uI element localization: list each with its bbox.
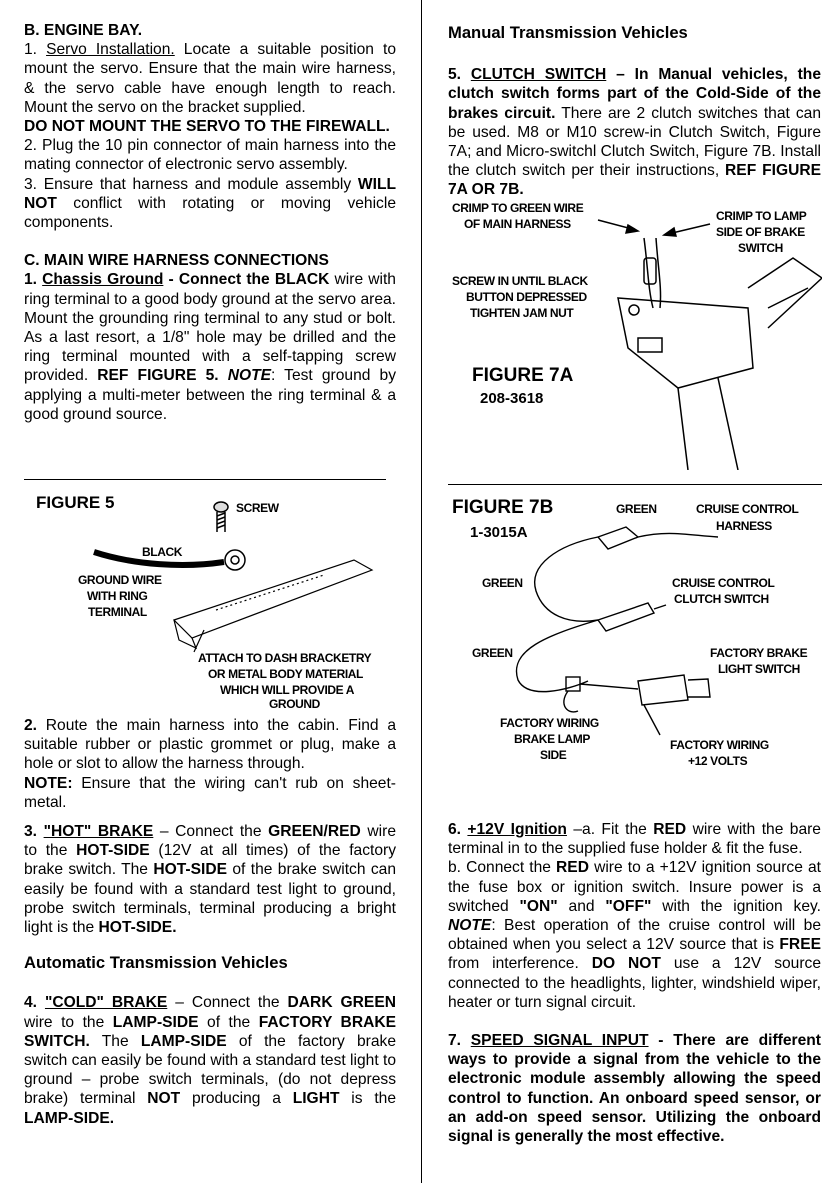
- figure-7a-part: 208-3618: [480, 390, 544, 407]
- green-mid-label: GREEN: [482, 576, 523, 590]
- manual-heading: Manual Transmission Vehicles: [448, 23, 688, 42]
- c6-free: FREE: [779, 936, 821, 954]
- servo-installation-paragraph: [24, 40, 396, 117]
- crimp-lamp-label-1: CRIMP TO LAMP: [716, 209, 807, 223]
- c1-num: 1.: [24, 271, 43, 289]
- c1-note-rest: : Test ground by applying a multi-meter between the ring terminal & a good ground source.: [24, 367, 396, 423]
- harness-heading: C. MAIN WIRE HARNESS CONNECTIONS: [24, 252, 329, 270]
- c3-num: 3.: [24, 823, 44, 841]
- c4-j: NOT: [147, 1090, 181, 1108]
- figure-7a: [448, 198, 822, 470]
- screw-icon: [214, 502, 228, 532]
- c7-num: 7.: [448, 1032, 471, 1050]
- c6-g: from interference.: [448, 955, 592, 973]
- figure-5: [24, 479, 386, 712]
- speed-signal-label: SPEED SIGNAL INPUT: [470, 1032, 649, 1050]
- p1-lead: 1.: [24, 41, 47, 59]
- c3-a: – Connect the: [153, 823, 269, 841]
- c7-a: - There are different ways to provide a signal from the vehicle to the electronic module assembly allowing the speed control to function. An onboard speed sensor, or an add-on speed sensor. Utilizing the onboard signal is generally the most effective.: [448, 1032, 821, 1146]
- c6-num: 6.: [448, 821, 468, 838]
- p3-c: conflict with rotating or moving vehicle components.: [24, 194, 396, 232]
- clutch-label-2: CLUTCH SWITCH: [674, 592, 769, 606]
- cold-brake-paragraph: [24, 993, 396, 1127]
- c6-note: NOTE: [448, 917, 492, 935]
- green-top-label: GREEN: [616, 502, 657, 516]
- ignition-paragraph: [448, 820, 821, 858]
- figure-7b-part: 1-3015A: [470, 524, 528, 541]
- speed-signal-paragraph: [448, 1031, 821, 1146]
- c4-e: of the: [198, 1013, 259, 1031]
- servo-warning: [24, 117, 396, 136]
- c6-e: with the ignition key.: [651, 897, 821, 915]
- engine-bay-heading: B. ENGINE BAY.: [24, 22, 143, 39]
- c4-k: producing a: [180, 1090, 293, 1108]
- figure-5-drawing: [24, 480, 386, 712]
- p3-a: 3. Ensure that harness and module assembly: [24, 175, 358, 193]
- c6-c: b. Connect the: [448, 859, 557, 877]
- c6-d: wire to a +12V ignition source at the fuse box or ignition switch. Insure power is a switched: [448, 859, 821, 915]
- brake-label-2: LIGHT SWITCH: [718, 662, 800, 676]
- c5-rest: There are 2 clutch switches that can be used. M8 or M10 screw-in Clutch Switch, Figure 7A; and Micro-switchl Clutch Switch, Figure 7B. Install the clutch switch per their instructions,: [448, 104, 821, 180]
- green-low-label: GREEN: [472, 646, 513, 660]
- wiring-label-2: BRAKE LAMP: [514, 732, 590, 746]
- screw-in-label-3: TIGHTEN JAM NUT: [470, 306, 574, 320]
- c2-note: NOTE:: [24, 774, 73, 792]
- c4-l: LIGHT: [292, 1090, 340, 1108]
- c4-b: DARK GREEN: [287, 994, 396, 1012]
- c3-b: GREEN/RED: [268, 823, 361, 841]
- harness-label-1: CRUISE CONTROL: [696, 502, 799, 516]
- c4-num: 4.: [24, 994, 45, 1012]
- c6-f: : Best operation of the cruise control will be obtained when you select a 12V source that is: [448, 917, 821, 954]
- c4-g: The: [89, 1032, 141, 1050]
- c3-d: HOT-SIDE: [76, 842, 150, 860]
- figure-5-title: FIGURE 5: [36, 493, 115, 512]
- ground-wire-label-1: GROUND WIRE: [78, 573, 162, 587]
- crimp-lamp-label-3: SWITCH: [738, 241, 783, 255]
- crimp-lamp-label-2: SIDE OF BRAKE: [716, 225, 805, 239]
- c2-num: 2.: [24, 717, 38, 734]
- column-divider: [421, 0, 422, 1183]
- harness-conflict-paragraph: [24, 175, 396, 233]
- c5-ref: REF FIGURE 7A OR 7B.: [448, 162, 821, 199]
- volts-label-1: FACTORY WIRING: [670, 738, 769, 752]
- c1-note: NOTE: [227, 367, 272, 385]
- ignition-paragraph-b: [448, 858, 821, 1012]
- route-harness-paragraph: [24, 716, 396, 774]
- c4-n: LAMP-SIDE.: [24, 1109, 115, 1127]
- chassis-ground-paragraph: [24, 270, 396, 424]
- c4-d: LAMP-SIDE: [112, 1013, 199, 1031]
- c6-b: wire with the bare terminal in to the supplied fuse holder & fit the fuse.: [448, 821, 821, 858]
- c1-ref: REF FIGURE 5.: [97, 367, 219, 385]
- clutch-switch-label: CLUTCH SWITCH: [470, 66, 607, 84]
- attach-label-2: OR METAL BODY MATERIAL: [208, 667, 363, 681]
- screw-in-label-1: SCREW IN UNTIL BLACK: [452, 274, 588, 288]
- attach-label-1: ATTACH TO DASH BRACKETRY: [198, 651, 372, 665]
- figure-7b-title: FIGURE 7B: [452, 497, 554, 518]
- cold-brake-label: "COLD" BRAKE: [44, 994, 168, 1012]
- hot-brake-paragraph: [24, 822, 396, 937]
- c3-f: HOT-SIDE: [153, 861, 228, 879]
- c6-a: –a. Fit the: [566, 821, 654, 838]
- c6-on: "ON": [519, 897, 558, 915]
- c6-red2: RED: [556, 859, 589, 877]
- auto-heading: Automatic Transmission Vehicles: [24, 953, 288, 973]
- right-column-lower: [448, 820, 821, 1146]
- attach-label-4: GROUND: [269, 697, 320, 711]
- crimp-green-label-2: OF MAIN HARNESS: [464, 217, 571, 231]
- c4-f: FACTORY BRAKE SWITCH.: [24, 1013, 397, 1050]
- wiring-label-1: FACTORY WIRING: [500, 716, 599, 730]
- hot-brake-label: "HOT" BRAKE: [43, 823, 154, 841]
- c3-e: (12V at all times) of the factory brake switch. The: [24, 842, 396, 879]
- c6-h: use a 12V source connected to the headlights, lighter, windshield wiper, heater or turn signal circuit.: [448, 955, 821, 1011]
- clutch-label-1: CRUISE CONTROL: [672, 576, 775, 590]
- c5-num: 5.: [448, 66, 471, 84]
- c2-rest: Route the main harness into the cabin. Find a suitable rubber or plastic grommet or plug, make a hole or slot to allow the harness through.: [24, 717, 396, 773]
- attach-label-3: WHICH WILL PROVIDE A: [220, 683, 354, 697]
- plug-connector-paragraph: 2. Plug the 10 pin connector of main harness into the mating connector of electronic servo assembly.: [24, 137, 396, 174]
- figure-7b: [448, 484, 822, 785]
- dash-bracket-icon: [174, 560, 372, 652]
- figure-7a-title: FIGURE 7A: [472, 365, 574, 386]
- left-column: [24, 21, 396, 424]
- right-column: [448, 23, 821, 200]
- c3-h: HOT-SIDE.: [98, 919, 177, 937]
- clutch-pedal-icon: [618, 238, 822, 470]
- route-harness-note: [24, 774, 396, 812]
- ignition-label: +12V Ignition: [467, 821, 567, 838]
- c1-dash: - Connect the: [163, 271, 275, 289]
- ground-wire-label-3: TERMINAL: [88, 605, 147, 619]
- figure-7b-drawing: [448, 485, 822, 785]
- screw-in-label-2: BUTTON DEPRESSED: [466, 290, 587, 304]
- p1-rest: Locate a suitable position to mount the servo. Ensure that the main wire harness, & the servo cable have enough length to reach. Mount the servo on the bracket supplied.: [24, 41, 396, 116]
- left-column-lower: [24, 716, 396, 1128]
- wiring-diagram-icon: [516, 527, 718, 735]
- c1-black: BLACK: [274, 271, 330, 289]
- c4-c: wire to the: [24, 1013, 113, 1031]
- arrow-icon: [598, 220, 710, 236]
- c5-bold: – In Manual vehicles, the clutch switch forms part of the Cold-Side of the brakes circuit.: [448, 66, 821, 122]
- c4-h: LAMP-SIDE: [140, 1032, 227, 1050]
- volts-label-2: +12 VOLTS: [688, 754, 748, 768]
- c1-rest: wire with ring terminal to a good body ground at the servo area. Mount the grounding ring terminal to any stud or bolt. As a last resort, a 1/8" hole may be drilled and the ring terminal mounted with a self-tapping screw provided.: [24, 271, 396, 385]
- chassis-ground-label: Chassis Ground: [42, 271, 164, 289]
- c4-i: of the factory brake switch can easily be found with a standard test light to ground – probe switch terminals, (do not depress brake) terminal: [24, 1032, 396, 1108]
- p3-b: WILL NOT: [24, 175, 396, 212]
- clutch-switch-paragraph: [448, 65, 821, 199]
- c2-note-rest: Ensure that the wiring can't rub on sheet-metal.: [24, 774, 396, 811]
- harness-label-2: HARNESS: [716, 519, 772, 533]
- ground-wire-label-2: WITH RING: [87, 589, 148, 603]
- screw-label: SCREW: [236, 501, 279, 515]
- crimp-green-label-1: CRIMP TO GREEN WIRE: [452, 201, 584, 215]
- c6-dont: DO NOT: [591, 955, 661, 973]
- c4-m: is the: [339, 1090, 396, 1108]
- wiring-label-3: SIDE: [540, 748, 567, 762]
- c3-g: of the brake switch can easily be found with a standard test light to ground, probe switch terminals, terminal producing a bright light is the: [24, 861, 396, 937]
- figure-7a-drawing: [448, 198, 822, 470]
- c6-and: and: [557, 897, 606, 915]
- servo-installation-label: Servo Installation.: [46, 41, 175, 59]
- black-label: BLACK: [142, 545, 182, 559]
- c3-c: wire to the: [24, 823, 396, 860]
- servo-warning-text: DO NOT MOUNT THE SERVO TO THE FIREWALL.: [24, 118, 390, 136]
- c6-off: "OFF": [605, 897, 652, 915]
- c4-a: – Connect the: [167, 994, 288, 1012]
- c6-red: RED: [653, 821, 687, 838]
- brake-label-1: FACTORY BRAKE: [710, 646, 808, 660]
